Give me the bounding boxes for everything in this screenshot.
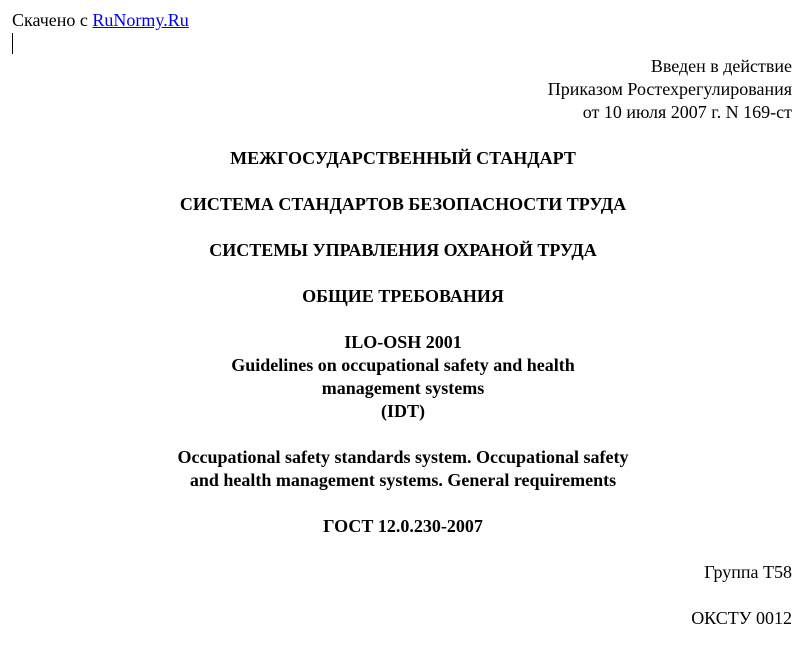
ilo-block [0,331,799,423]
source-prefix: Скачено с [12,10,93,30]
runormy-link[interactable]: RuNormy.Ru [92,10,189,30]
system-standards-title: СИСТЕМА СТАНДАРТОВ БЕЗОПАСНОСТИ ТРУДА [179,194,627,214]
ilo-code: ILO-OSH 2001 [344,332,462,352]
ilo-guidelines-line-2: management systems [321,378,485,398]
english-title-line-2: and health management systems. General requirements [189,470,617,490]
text-cursor [12,33,13,54]
enactment-line-2: Приказом Ростехрегулирования [547,79,792,99]
ilo-guidelines-line-1: Guidelines on occupational safety and health [231,355,575,375]
okstu-code: ОКСТУ 0012 [691,608,792,628]
interstate-standard-title: МЕЖГОСУДАРСТВЕННЫЙ СТАНДАРТ [230,148,576,168]
general-requirements-title: ОБЩИЕ ТРЕБОВАНИЯ [302,286,504,306]
enactment-line-3: от 10 июля 2007 г. N 169-ст [582,102,792,122]
enactment-block [548,55,792,124]
management-systems-title: СИСТЕМЫ УПРАВЛЕНИЯ ОХРАНОЙ ТРУДА [209,240,597,260]
gost-number: ГОСТ 12.0.230-2007 [323,516,483,536]
idt-label: (IDT) [381,401,425,421]
enactment-line-1: Введен в действие [650,56,792,76]
english-title-block [0,446,799,492]
group-code: Группа Т58 [704,562,792,582]
source-line [12,9,189,32]
english-title-line-1: Occupational safety standards system. Occupational safety [177,447,629,467]
